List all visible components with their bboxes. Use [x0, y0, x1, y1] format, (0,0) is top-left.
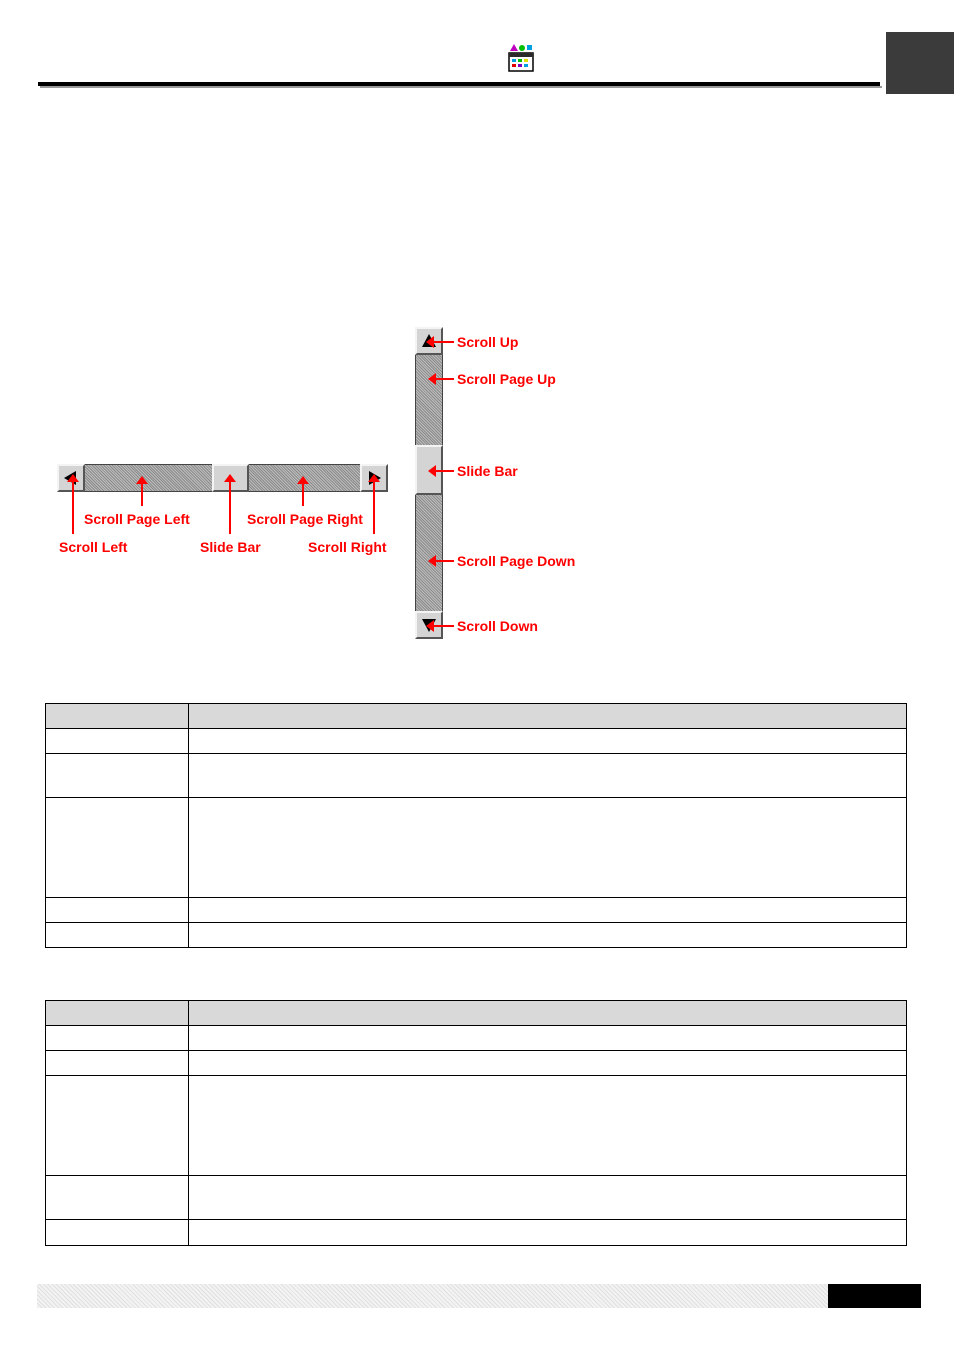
- pointer-arrow-scroll-page-right: [295, 476, 311, 486]
- label-scroll-left: Scroll Left: [59, 539, 128, 555]
- table-cell: [46, 704, 189, 729]
- pointer-line-scroll-left: [72, 480, 74, 534]
- table-cell: [189, 798, 907, 898]
- table-row: [46, 1176, 907, 1220]
- pointer-arrow-scroll-up: [424, 334, 436, 350]
- properties-table-1: [45, 703, 907, 948]
- table-header-row: [46, 704, 907, 729]
- table-cell: [189, 729, 907, 754]
- table-row: [46, 898, 907, 923]
- table-cell: [189, 1026, 907, 1051]
- footer-page-block: [828, 1284, 921, 1308]
- label-scroll-page-left: Scroll Page Left: [84, 511, 190, 527]
- pointer-arrow-slide-bar-h: [222, 474, 238, 484]
- table-cell: [46, 1220, 189, 1246]
- chapter-tab: [886, 32, 954, 94]
- label-scroll-down: Scroll Down: [457, 618, 538, 634]
- table-row: [46, 1220, 907, 1246]
- table-row: [46, 754, 907, 798]
- table-cell: [46, 754, 189, 798]
- app-palette-icon: [506, 42, 536, 74]
- table-cell: [46, 1026, 189, 1051]
- pointer-line-scroll-page-right: [302, 484, 304, 506]
- label-scroll-page-right: Scroll Page Right: [247, 511, 363, 527]
- pointer-arrow-scroll-left: [65, 474, 81, 484]
- table-cell: [189, 1001, 907, 1026]
- pointer-arrow-scroll-down: [424, 618, 436, 634]
- table-row: [46, 1026, 907, 1051]
- table-cell: [189, 923, 907, 948]
- pointer-arrow-scroll-page-left: [134, 476, 150, 486]
- table-cell: [189, 754, 907, 798]
- label-slide-bar-v: Slide Bar: [457, 463, 518, 479]
- table-row: [46, 923, 907, 948]
- pointer-arrow-scroll-page-up: [426, 371, 438, 387]
- header-rule-shadow: [40, 86, 882, 88]
- pointer-arrow-slide-bar-v: [426, 463, 438, 479]
- label-slide-bar-h: Slide Bar: [200, 539, 261, 555]
- label-scroll-page-up: Scroll Page Up: [457, 371, 556, 387]
- pointer-line-scroll-down: [434, 625, 454, 627]
- footer-band: [37, 1284, 828, 1308]
- label-scroll-up: Scroll Up: [457, 334, 519, 350]
- table-cell: [46, 923, 189, 948]
- pointer-line-scroll-up: [434, 341, 454, 343]
- table-cell: [189, 1176, 907, 1220]
- pointer-line-scroll-page-left: [141, 484, 143, 506]
- table-cell: [189, 1220, 907, 1246]
- pointer-arrow-scroll-page-down: [426, 553, 438, 569]
- table-row: [46, 1051, 907, 1076]
- pointer-line-slide-bar-h: [229, 482, 231, 534]
- table-row: [46, 729, 907, 754]
- table-cell: [46, 798, 189, 898]
- table-header-row: [46, 1001, 907, 1026]
- table-cell: [46, 898, 189, 923]
- table-cell: [46, 1076, 189, 1176]
- table-cell: [46, 729, 189, 754]
- label-scroll-right: Scroll Right: [308, 539, 387, 555]
- pointer-arrow-scroll-right: [366, 474, 382, 484]
- table-row: [46, 1076, 907, 1176]
- table-cell: [46, 1176, 189, 1220]
- table-cell: [46, 1001, 189, 1026]
- table-cell: [189, 704, 907, 729]
- table-cell: [189, 1076, 907, 1176]
- table-cell: [189, 898, 907, 923]
- table-cell: [46, 1051, 189, 1076]
- table-cell: [189, 1051, 907, 1076]
- label-scroll-page-down: Scroll Page Down: [457, 553, 576, 569]
- properties-table-2: [45, 1000, 907, 1246]
- pointer-line-scroll-right: [373, 480, 375, 534]
- table-row: [46, 798, 907, 898]
